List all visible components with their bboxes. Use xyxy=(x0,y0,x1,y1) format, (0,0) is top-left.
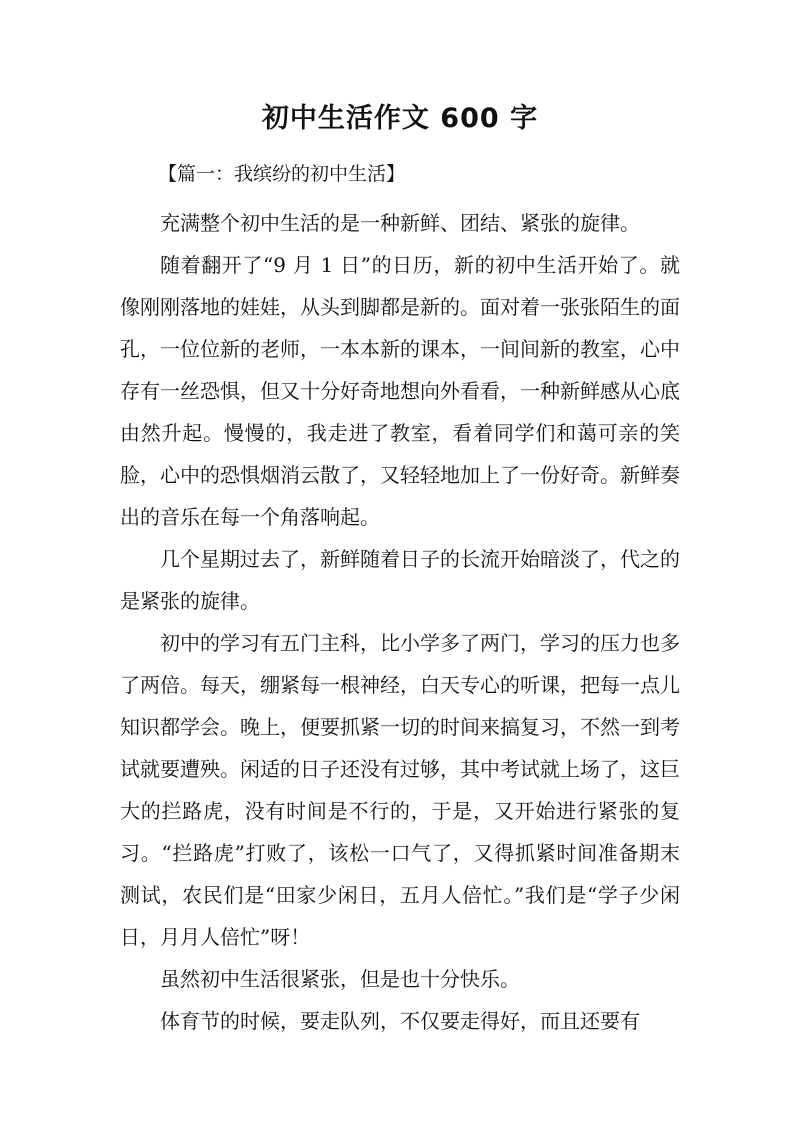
paragraph-3: 几个星期过去了，新鲜随着日子的长流开始暗淡了，代之的是紧张的旋律。 xyxy=(120,547,680,613)
paragraph-1: 充满整个初中生活的是一种新鲜、团结、紧张的旋律。 xyxy=(160,211,640,235)
document-page xyxy=(120,92,680,1042)
paragraph-2: 随着翻开了“9 月 1 日”的日历，新的初中生活开始了。就像刚刚落地的娃娃，从头到脚都是新的。面对着一张张陌生的面孔，一位位新的老师，一本本新的课本，一间间新的教室，心中存有一丝恐惧，但又十分好奇地想向外看看，一种新鲜感从心底由然升起。慢慢的，我走进了教室，看着同学们和蔼可亲的笑脸，心中的恐惧烟消云散了，又轻轻地加上了一份好奇。新鲜奏出的音乐在每一个角落响起。 xyxy=(120,253,680,529)
paragraph-4: 初中的学习有五门主科，比小学多了两门，学习的压力也多了两倍。每天，绷紧每一根神经，白天专心的听课，把每一点儿知识都学会。晚上，便要抓紧一切的时间来搞复习，不然一到考试就要遭殃。闲适的日子还没有过够，其中考试就上场了，这巨大的拦路虎，没有时间是不行的，于是，又开始进行紧张的复习。“拦路虎”打败了，该松一口气了，又得抓紧时间准备期末测试，农民们是“田家少闲日，五月人倍忙。”我们是“学子少闲日，月月人倍忙”呀！ xyxy=(120,631,680,949)
paragraph-5: 虽然初中生活很紧张，但是也十分快乐。 xyxy=(160,967,520,991)
section-heading: 【篇一：我缤纷的初中生活】 xyxy=(158,163,406,185)
paragraph-6: 体育节的时候，要走队列，不仅要走得好，而且还要有 xyxy=(160,1009,640,1033)
document-title: 初中生活作文 600 字 xyxy=(261,103,539,134)
